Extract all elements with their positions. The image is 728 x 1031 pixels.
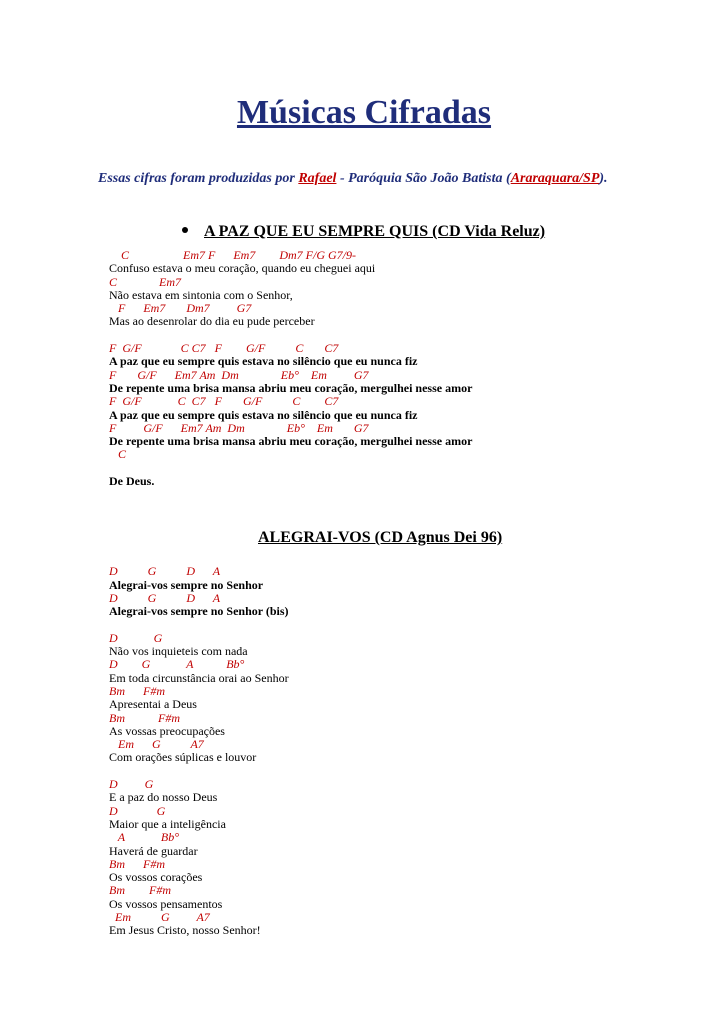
lyric-line: Alegrai-vos sempre no Senhor bbox=[109, 577, 264, 592]
chord-line: Bm F#m bbox=[109, 856, 165, 871]
song-2-title: ALEGRAI-VOS (CD Agnus Dei 96) bbox=[258, 529, 503, 546]
lyric-line: Apresentai a Deus bbox=[109, 697, 197, 712]
intro-text: Essas cifras foram produzidas por Rafael - Paróquia São João Batista (Araraquara/SP). bbox=[98, 171, 608, 186]
lyric-line: Confuso estava o meu coração, quando eu cheguei aqui bbox=[109, 261, 376, 276]
lyric-line: A paz que eu sempre quis estava no silêncio que eu nunca fiz bbox=[109, 407, 418, 422]
chord-line: D G A Bb° bbox=[109, 657, 245, 672]
bullet-icon bbox=[182, 227, 188, 233]
chord-line: Em G A7 bbox=[109, 737, 204, 752]
chord-line: F G/F Em7 Am Dm Eb° Em G7 bbox=[109, 367, 369, 382]
chord-line: D G D A bbox=[109, 564, 221, 579]
lyric-line: Alegrai-vos sempre no Senhor (bis) bbox=[109, 604, 289, 619]
lyric-line: As vossas preocupações bbox=[109, 723, 225, 738]
blank-line bbox=[109, 329, 472, 342]
lyric-line: Em toda circunstância orai ao Senhor bbox=[109, 670, 289, 685]
chord-line: Bm F#m bbox=[109, 710, 180, 725]
chord-line: C Em7 bbox=[109, 274, 181, 289]
chord-line: D G D A bbox=[109, 590, 221, 605]
lyric-line: E a paz do nosso Deus bbox=[109, 790, 218, 805]
lyric-line: Não estava em sintonia com o Senhor, bbox=[109, 287, 293, 302]
chord-line: D G bbox=[109, 777, 154, 792]
chord-line: F G/F C C7 F G/F C C7 bbox=[109, 341, 339, 356]
chord-line: Bm F#m bbox=[109, 883, 171, 898]
blank-line bbox=[109, 618, 289, 631]
chord-line: Em G A7 bbox=[109, 910, 210, 925]
chord-line: C Em7 F Em7 Dm7 F/G G7/9- bbox=[109, 248, 356, 262]
lyric-line: De repente uma brisa mansa abriu meu coração, mergulhei nesse amor bbox=[109, 434, 473, 449]
chord-line: F Em7 Dm7 G7 bbox=[109, 301, 252, 316]
blank-line bbox=[109, 462, 472, 475]
lyric-line: Não vos inquieteis com nada bbox=[109, 644, 248, 659]
chord-line: C bbox=[109, 447, 127, 462]
page-title: Músicas Cifradas bbox=[236, 94, 492, 131]
chord-line: F G/F Em7 Am Dm Eb° Em G7 bbox=[109, 420, 369, 435]
lyric-line: A paz que eu sempre quis estava no silêncio que eu nunca fiz bbox=[109, 354, 418, 369]
chord-line: Bm F#m bbox=[109, 683, 165, 698]
blank-line bbox=[109, 765, 289, 778]
chord-line: F G/F C C7 F G/F C C7 bbox=[109, 394, 339, 409]
lyric-line: Haverá de guardar bbox=[109, 843, 198, 858]
city-link[interactable]: Araraquara/SP bbox=[510, 171, 600, 186]
blank-line bbox=[109, 552, 289, 565]
lyric-line: Os vossos corações bbox=[109, 870, 203, 885]
song-1-lyrics bbox=[109, 249, 472, 488]
lyric-line: De repente uma brisa mansa abriu meu coração, mergulhei nesse amor bbox=[109, 380, 473, 395]
lyric-line: De Deus. bbox=[109, 474, 155, 489]
song-1-title: A PAZ QUE EU SEMPRE QUIS (CD Vida Reluz) bbox=[182, 222, 545, 242]
lyric-line: Com orações súplicas e louvor bbox=[109, 750, 257, 765]
chord-line: D G bbox=[109, 630, 163, 645]
chord-line: A Bb° bbox=[109, 830, 180, 845]
author-link[interactable]: Rafael bbox=[298, 171, 337, 186]
lyric-line: Os vossos pensamentos bbox=[109, 896, 223, 911]
lyric-line: Maior que a inteligência bbox=[109, 816, 226, 831]
song-2-lyrics bbox=[109, 552, 289, 938]
lyric-line: Em Jesus Cristo, nosso Senhor! bbox=[109, 923, 261, 938]
lyric-line: Mas ao desenrolar do dia eu pude perceber bbox=[109, 314, 315, 329]
chord-line: D G bbox=[109, 803, 166, 818]
